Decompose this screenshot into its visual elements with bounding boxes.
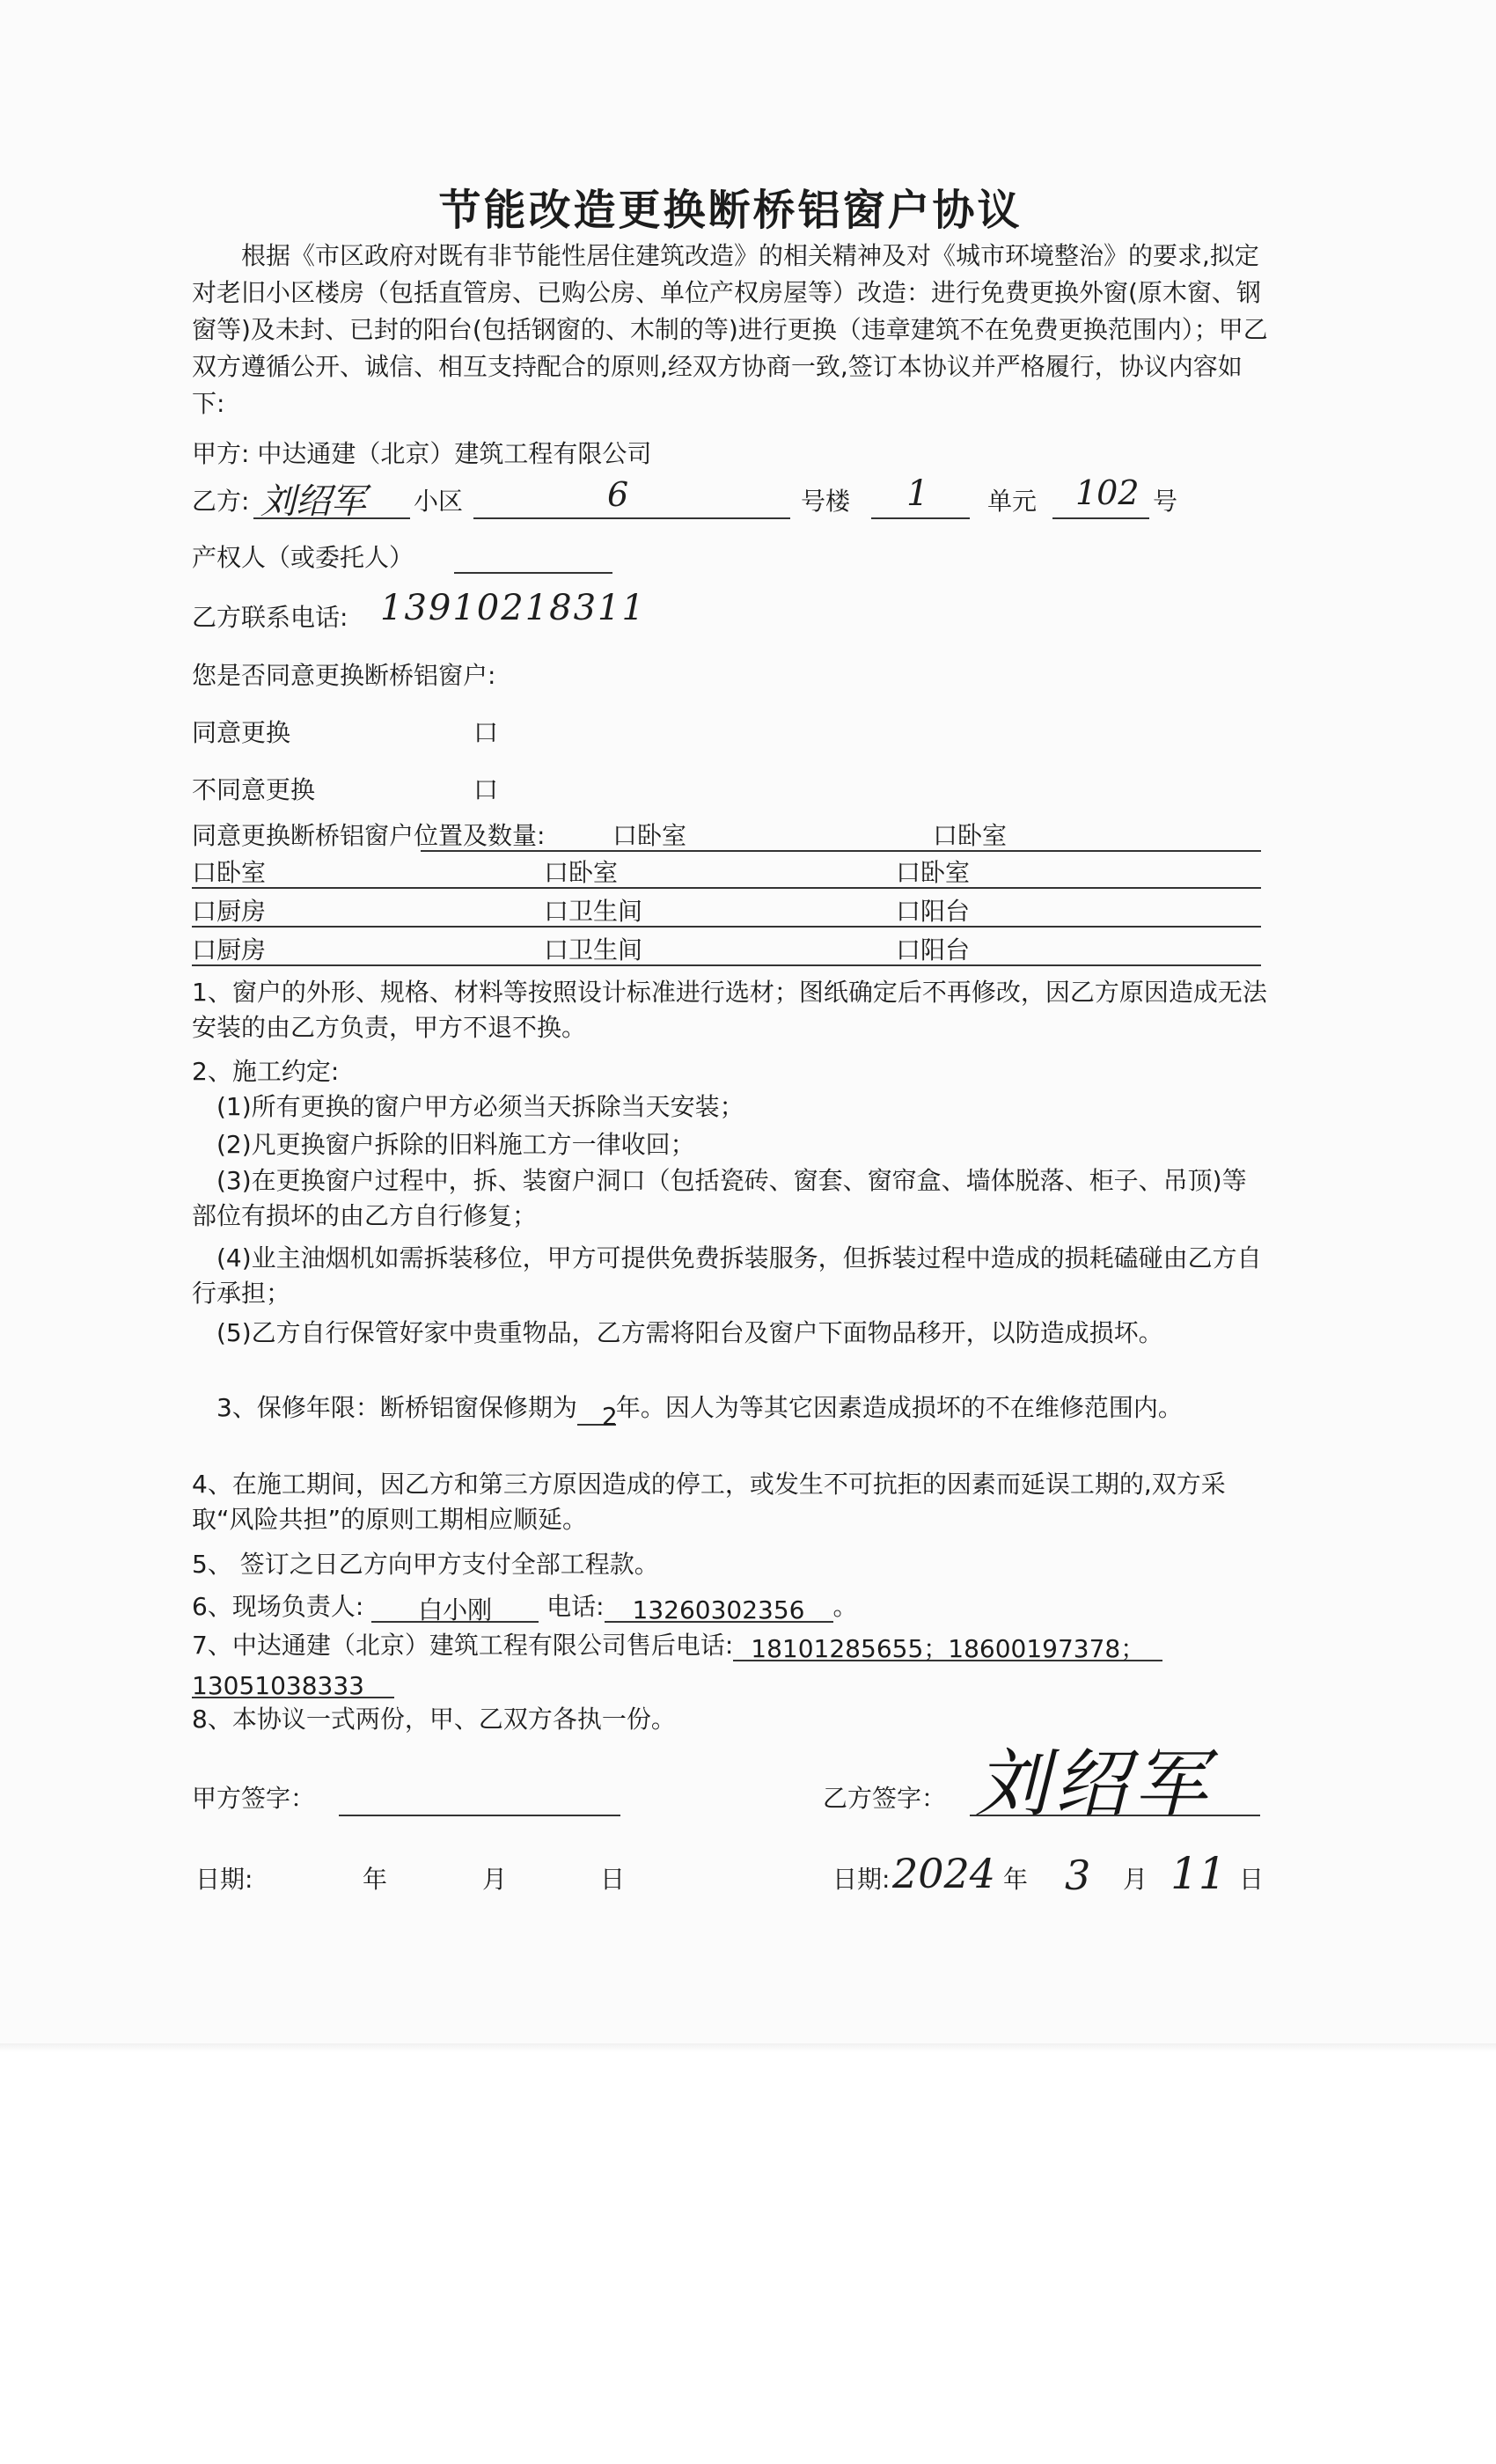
intro-text: 根据《市区政府对既有非节能性居住建筑改造》的相关精神及对《城市环境整治》的要求,拟定对老旧小区楼房（包括直管房、已购公房、单位产权房屋等）改造：进行免费更换外窗(原木窗、钢窗等)及未封、已封的阳台(包括钢窗的、木制的等)进行更换（违章建筑不在免费更换范围内）；甲乙双方遵循公开、诚信、相互支持配合的原则,经双方协商一致,签订本协议并严格履行，协议内容如下: <box>192 241 1268 418</box>
party-a-signature-line[interactable] <box>339 1815 620 1816</box>
building-underline <box>871 517 970 519</box>
agree-checkbox[interactable]: 口 <box>473 718 499 747</box>
after-sales-phone-3: 13051038333 <box>192 1670 394 1698</box>
party-a-signature-label: 甲方签字： <box>192 1784 316 1813</box>
position-option[interactable]: 口厨房 <box>192 897 267 926</box>
clause-2-2: (2)凡更换窗户拆除的旧料施工方一律收回； <box>216 1130 695 1159</box>
clause-7 <box>192 1630 1162 1661</box>
disagree-checkbox[interactable]: 口 <box>473 775 499 804</box>
building-number: 6 <box>607 475 629 514</box>
clause-4: 4、在施工期间，因乙方和第三方原因造成的停工，或发生不可抗拒的因素而延误工期的,双方采取“风险共担”的原则工期相应顺延。 <box>192 1470 1226 1534</box>
clause-2-5: (5)乙方自行保管好家中贵重物品，乙方需将阳台及窗户下面物品移开，以防造成损坏。 <box>216 1318 1163 1347</box>
party-b-date-label: 日期: <box>832 1865 891 1894</box>
positions-underline-2 <box>192 887 1261 889</box>
party-a-name: 中达通建（北京）建筑工程有限公司 <box>257 439 652 468</box>
party-a-date-month: 月 <box>482 1865 508 1894</box>
phone-value: 13910218311 <box>380 588 646 628</box>
party-b-label: 乙方: <box>192 487 250 516</box>
position-option[interactable]: 口厨房 <box>192 935 267 964</box>
positions-label: 同意更换断桥铝窗户位置及数量: <box>192 821 546 850</box>
party-a-line <box>192 438 651 470</box>
after-sales-phones: 18101285655；18600197378； <box>733 1633 1162 1661</box>
party-b-signature: 刘绍军 <box>260 481 366 522</box>
document-title: 节能改造更换断桥铝窗户协议 <box>438 186 1023 235</box>
room-number: 102 <box>1075 473 1140 512</box>
position-option[interactable]: 口卫生间 <box>544 935 643 964</box>
position-option[interactable]: 口卧室 <box>612 821 687 850</box>
party-a-date-year: 年 <box>363 1865 388 1894</box>
site-phone-label: 电话: <box>546 1592 605 1621</box>
agree-label: 同意更换 <box>192 718 291 747</box>
unit-label: 单元 <box>987 487 1038 516</box>
position-option[interactable]: 口卧室 <box>896 858 971 887</box>
community-label: 小区 <box>414 487 464 516</box>
site-phone-value: 13260302356 <box>605 1595 833 1623</box>
clause-3-post: 年。因人为等其它因素造成损坏的不在维修范围内。 <box>615 1393 1183 1422</box>
consent-question: 您是否同意更换断桥铝窗户: <box>192 661 496 690</box>
party-b-name-underline <box>253 517 410 519</box>
room-label: 号 <box>1153 487 1178 516</box>
clause-2: 2、施工约定: <box>192 1057 340 1086</box>
positions-underline-1 <box>421 850 1261 852</box>
clause-1: 1、窗户的外形、规格、材料等按照设计标准进行选材；图纸确定后不再修改，因乙方原因造成无法安装的由乙方负责，甲方不退不换。 <box>192 978 1267 1042</box>
party-b-date-day-value: 11 <box>1170 1848 1227 1899</box>
intro-paragraph <box>192 238 1270 422</box>
phone-label: 乙方联系电话: <box>192 603 348 632</box>
position-option[interactable]: 口卧室 <box>933 821 1008 850</box>
clause-2-3: (3)在更换窗户过程中，拆、装窗户洞口（包括瓷砖、窗套、窗帘盒、墙体脱落、柜子、吊顶)等部位有损坏的由乙方自行修复； <box>192 1166 1247 1230</box>
clause-3 <box>192 1390 1270 1431</box>
positions-underline-4 <box>192 964 1261 966</box>
owner-underline <box>454 572 612 574</box>
clause-6-end: 。 <box>832 1592 858 1621</box>
clause-5: 5、 签订之日乙方向甲方支付全部工程款。 <box>192 1550 659 1579</box>
party-a-date-label: 日期: <box>195 1865 253 1894</box>
positions-underline-3 <box>192 926 1261 928</box>
party-b-date-day: 日 <box>1239 1865 1265 1894</box>
position-option[interactable]: 口阳台 <box>896 935 971 964</box>
position-option[interactable]: 口阳台 <box>896 897 971 926</box>
clause-2-1: (1)所有更换的窗户甲方必须当天拆除当天安装； <box>216 1092 744 1121</box>
site-manager-label: 6、现场负责人: <box>192 1592 364 1621</box>
after-sales-label: 7、中达通建（北京）建筑工程有限公司售后电话: <box>192 1631 734 1660</box>
building-label: 号楼 <box>801 487 851 516</box>
disagree-label: 不同意更换 <box>192 775 316 804</box>
clause-6 <box>192 1591 858 1623</box>
clause-2-4: (4)业主油烟机如需拆装移位，甲方可提供免费拆装服务，但拆装过程中造成的损耗磕碰由乙方自行承担； <box>192 1243 1262 1308</box>
community-underline <box>473 517 790 519</box>
party-b-date-month-value: 3 <box>1065 1852 1091 1899</box>
unit-number: 1 <box>906 473 929 514</box>
party-b-handwritten-signature: 刘绍军 <box>975 1741 1214 1827</box>
site-manager-name: 白小刚 <box>371 1595 539 1623</box>
party-b-date-month: 月 <box>1123 1865 1148 1894</box>
party-b-date-year-value: 2024 <box>892 1850 996 1897</box>
scan-edge <box>0 2043 1496 2052</box>
party-b-date-year: 年 <box>1003 1865 1029 1894</box>
party-a-date-day: 日 <box>600 1865 626 1894</box>
party-a-label: 甲方: <box>192 439 250 468</box>
clause-8: 8、本协议一式两份，甲、乙双方各执一份。 <box>192 1705 676 1734</box>
position-option[interactable]: 口卫生间 <box>544 897 643 926</box>
unit-underline <box>1052 517 1149 519</box>
owner-label: 产权人（或委托人） <box>192 543 414 572</box>
warranty-years: 2 <box>577 1399 616 1426</box>
position-option[interactable]: 口卧室 <box>192 858 267 887</box>
party-b-signature-label: 乙方签字： <box>823 1784 947 1813</box>
position-option[interactable]: 口卧室 <box>544 858 619 887</box>
after-sales-phone-3-line <box>192 1667 394 1698</box>
clause-3-pre: 3、保修年限：断桥铝窗保修期为 <box>216 1393 577 1422</box>
